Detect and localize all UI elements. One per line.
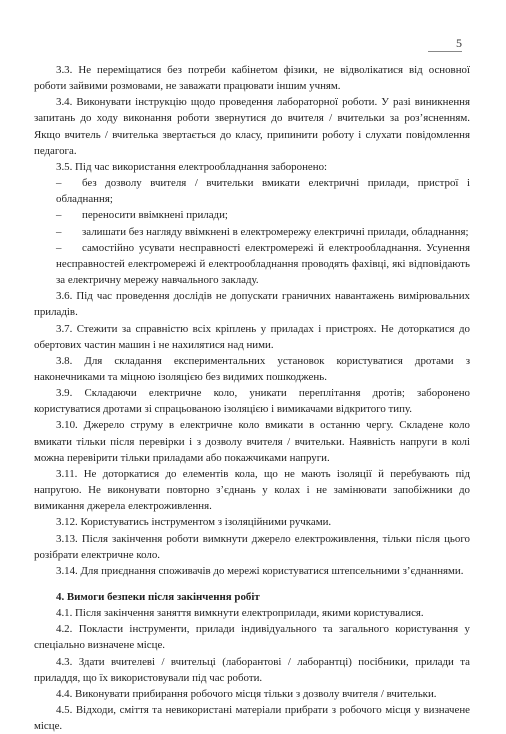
- document-body: [34, 62, 470, 734]
- paragraph-4-1: 4.1. Після закінчення заняття вимкнути електроприлади, якими користувалися.: [56, 607, 424, 620]
- paragraph-3-6: 3.6. Під час проведення дослідів не допускати граничних навантажень вимірювальних приладів.: [34, 290, 470, 319]
- section-4-heading: 4. Вимоги безпеки після закінчення робіт: [56, 591, 260, 603]
- list-dash: –: [56, 241, 62, 254]
- page-number-rule: [428, 51, 462, 52]
- list-item: [34, 207, 470, 223]
- paragraph-3-12: 3.12. Користуватись інструментом з ізоляційними ручками.: [56, 516, 332, 529]
- paragraph-4-5: 4.5. Відходи, сміття та невикористані матеріали прибрати з робочого місця у визначене місце.: [34, 704, 470, 733]
- paragraph-3-14: 3.14. Для приєднання споживачів до мережі користуватися штепсельними з’єднаннями.: [56, 564, 464, 577]
- list-item-text: самостійно усувати несправності електромережі й електрообладнання. Усунення несправностей електромережі й електрообладнання проводять фахівці, які відповідають за електричну мережу навчального закладу.: [56, 241, 470, 287]
- paragraph-3-9: 3.9. Складаючи електричне коло, уникати переплітання дротів; заборонено користуватися дротами зі спрацьованою ізоляцією і вимикачами відкритого типу.: [34, 387, 470, 416]
- list-item: [34, 224, 470, 240]
- list-dash: –: [56, 209, 62, 222]
- paragraph-3-7: 3.7. Стежити за справністю всіх кріплень у приладах і пристроях. Не доторкатися до обертових частин машин і не нахилятися над ними.: [34, 322, 470, 351]
- list-item-text: без дозволу вчителя / вчительки вмикати електричні прилади, пристрої і обладнання;: [56, 177, 470, 206]
- list-item: [34, 240, 470, 288]
- paragraph-3-13: 3.13. Після закінчення роботи вимкнути джерело електроживлення, тільки після цього розібрати електричне коло.: [34, 532, 470, 561]
- paragraph-3-4: 3.4. Виконувати інструкцію щодо проведення лабораторної роботи. У разі виникнення запитань до ходу виконання роботи звернутися до вчителя / вчительки за роз’ясненням. Якщо вчитель / вчителька звертається до класу, припинити роботу і слухати повідомлення педагога.: [34, 96, 470, 157]
- paragraph-3-11: 3.11. Не доторкатися до елементів кола, що не мають ізоляції й перебувають під напругою. Не виконувати повторно з’єднань у колах і не замінювати запобіжники до вимикання джерела електроживлення.: [34, 467, 470, 513]
- paragraph-4-4: 4.4. Виконувати прибирання робочого місця тільки з дозволу вчителя / вчительки.: [56, 687, 437, 700]
- paragraph-3-3: 3.3. Не переміщатися без потреби кабінетом фізики, не відволікатися від основної роботи зайвими розмовами, не заважати працювати іншим учням.: [34, 64, 470, 93]
- paragraph-4-2: 4.2. Покласти інструменти, прилади індивідуального та загального користування у спеціально визначене місце.: [34, 623, 470, 652]
- page-number: 5: [456, 36, 462, 50]
- paragraph-3-8: 3.8. Для складання експериментальних установок користуватися дротами з наконечниками та міцною ізоляцією без видимих пошкоджень.: [34, 354, 470, 383]
- list-dash: –: [56, 177, 62, 190]
- list-item: [34, 175, 470, 207]
- list-item-text: переносити ввімкнені прилади;: [82, 209, 228, 222]
- paragraph-3-10: 3.10. Джерело струму в електричне коло вмикати в останню чергу. Складене коло вмикати тільки після перевірки і з дозволу вчителя / вчительки. Наявність напруги в колі можна перевірити тільки приладами або покажчиками напруги.: [34, 419, 470, 464]
- list-item-text: залишати без нагляду ввімкнені в електромережу електричні прилади, обладнання;: [82, 225, 469, 238]
- list-dash: –: [56, 225, 62, 238]
- paragraph-3-5: 3.5. Під час використання електрообладнання заборонено:: [56, 160, 328, 173]
- paragraph-4-3: 4.3. Здати вчителеві / вчительці (лаборантові / лаборантці) посібники, прилади та приладдя, що їх використовували під час роботи.: [34, 655, 470, 684]
